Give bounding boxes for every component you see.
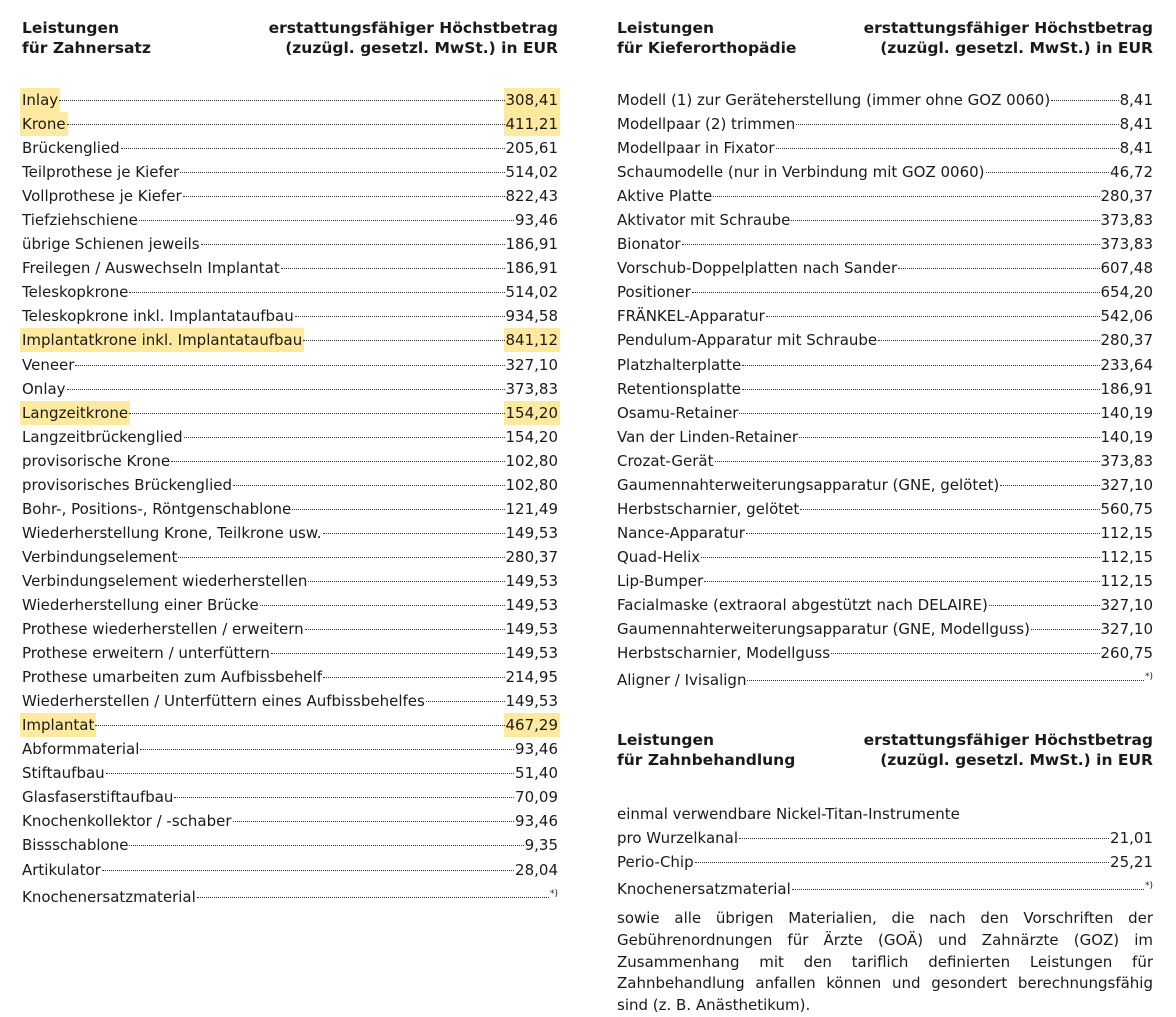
- item-amount: 186,91: [505, 259, 558, 278]
- price-row: [617, 377, 1153, 401]
- item-amount: 373,83: [1100, 451, 1153, 470]
- item-amount: 112,15: [1100, 571, 1153, 590]
- item-amount: 121,49: [505, 499, 558, 518]
- price-row: [617, 353, 1153, 377]
- item-label: provisorische Krone: [22, 451, 171, 470]
- item-label: Veneer: [22, 355, 75, 374]
- price-row: [617, 617, 1153, 641]
- item-amount: 654,20: [1100, 283, 1153, 302]
- price-row: [22, 617, 558, 641]
- item-label: Schaumodelle (nur in Verbindung mit GOZ 0060): [617, 163, 985, 182]
- item-label: Wiederherstellung einer Brücke: [22, 595, 259, 614]
- dot-leader: [260, 605, 505, 606]
- price-row: [617, 232, 1153, 256]
- price-row: [22, 328, 558, 352]
- header-label-2: für Kieferorthopädie: [617, 39, 797, 57]
- item-amount: 46,72: [1110, 163, 1153, 182]
- item-amount: 327,10: [1100, 620, 1153, 639]
- price-row: [617, 256, 1153, 280]
- dot-leader: [121, 148, 505, 149]
- item-amount: 205,61: [505, 139, 558, 158]
- dot-leader: [695, 862, 1109, 863]
- price-row: [22, 473, 558, 497]
- dot-leader: [742, 365, 1099, 366]
- header-label-2: für Zahnbehandlung: [617, 751, 796, 769]
- item-label: Knochenersatzmaterial: [617, 880, 791, 899]
- dot-leader: [766, 316, 1100, 317]
- dot-leader: [426, 701, 505, 702]
- dot-leader: [713, 196, 1099, 197]
- item-label: Langzeitbrückenglied: [22, 427, 183, 446]
- price-row: [22, 449, 558, 473]
- item-amount: 9,35: [524, 836, 558, 855]
- footnote-marker-text: *): [1144, 881, 1153, 892]
- dot-leader: [746, 533, 1100, 534]
- item-amount: 149,53: [505, 571, 558, 590]
- item-amount: 467,29: [504, 713, 561, 737]
- item-label: Nance-Apparatur: [617, 523, 745, 542]
- price-row: [22, 184, 558, 208]
- price-row: [22, 353, 558, 377]
- item-label: Herbstscharnier, Modellguss: [617, 644, 831, 663]
- item-label: pro Wurzelkanal: [617, 829, 739, 847]
- item-label: Platzhalterplatte: [617, 355, 742, 374]
- item-label: Vorschub-Doppelplatten nach Sander: [617, 259, 898, 278]
- item-label: Krone: [20, 112, 68, 136]
- item-label: Perio-Chip: [617, 853, 694, 872]
- price-row: [617, 826, 1153, 850]
- item-label: Teilprothese je Kiefer: [22, 163, 180, 182]
- price-row: [617, 473, 1153, 497]
- item-label: Bohr-, Positions-, Röntgenschablone: [22, 499, 292, 518]
- item-label: Stiftaufbau: [22, 764, 105, 783]
- price-list: [22, 88, 558, 906]
- footnote-marker-text: *): [549, 888, 558, 899]
- dot-leader: [75, 365, 504, 366]
- item-label: Teleskopkrone: [22, 283, 129, 302]
- item-amount: 214,95: [505, 668, 558, 687]
- price-row: [22, 833, 558, 857]
- item-amount: 280,37: [1100, 187, 1153, 206]
- price-row: [617, 304, 1153, 328]
- price-row: [617, 112, 1153, 136]
- item-label: Prothese erweitern / unterfüttern: [22, 644, 270, 663]
- item-amount: 542,06: [1100, 307, 1153, 326]
- item-label: Brückenglied: [22, 139, 120, 158]
- price-row: [617, 160, 1153, 184]
- dot-leader: [704, 581, 1099, 582]
- price-row: [617, 425, 1153, 449]
- item-amount: 154,20: [504, 401, 561, 425]
- item-amount: 280,37: [1100, 331, 1153, 350]
- item-label: Knochenkollektor / -schaber: [22, 812, 232, 831]
- header-label-1: Leistungen: [617, 19, 715, 37]
- item-label: Herbstscharnier, gelötet: [617, 499, 800, 518]
- item-label: Implantatkrone inkl. Implantataufbau: [20, 328, 304, 352]
- dot-leader: [308, 581, 504, 582]
- dot-leader: [129, 845, 523, 846]
- dot-leader: [739, 413, 1099, 414]
- item-amount: 327,10: [1100, 595, 1153, 614]
- dot-leader: [174, 797, 514, 798]
- item-label: Modellpaar (2) trimmen: [617, 115, 796, 134]
- dot-leader: [129, 292, 504, 293]
- header-amount-1: erstattungsfähiger Höchstbetrag: [268, 19, 558, 37]
- dot-leader: [692, 292, 1100, 293]
- item-label: Osamu-Retainer: [617, 403, 739, 422]
- item-label: Positioner: [617, 283, 691, 302]
- price-row: [22, 713, 558, 737]
- price-row: [22, 377, 558, 401]
- header-amount-2: (zuzügl. gesetzl. MwSt.) in EUR: [880, 39, 1153, 57]
- dot-leader: [715, 461, 1100, 462]
- price-row: [617, 641, 1153, 665]
- item-amount: 51,40: [515, 764, 558, 783]
- dot-leader: [178, 557, 504, 558]
- item-amount: 112,15: [1100, 547, 1153, 566]
- dot-leader: [800, 509, 1099, 510]
- price-row: [22, 809, 558, 833]
- item-amount: 8,41: [1119, 91, 1153, 109]
- item-label: Verbindungselement: [22, 547, 178, 566]
- item-amount: 411,21: [504, 112, 561, 136]
- item-amount: 93,46: [515, 812, 558, 831]
- dot-leader: [102, 870, 514, 871]
- item-label: Aktive Platte: [617, 187, 713, 206]
- dot-leader: [747, 680, 1144, 681]
- dot-leader: [878, 340, 1099, 341]
- dot-leader: [303, 340, 504, 341]
- zahnersatz-section: [22, 18, 558, 906]
- price-row: [617, 401, 1153, 425]
- item-amount: 93,46: [515, 211, 558, 230]
- price-row: [22, 208, 558, 232]
- item-amount: 149,53: [505, 595, 558, 614]
- dot-leader: [323, 533, 505, 534]
- item-amount: 514,02: [505, 283, 558, 302]
- header-amount-2: (zuzügl. gesetzl. MwSt.) in EUR: [880, 751, 1153, 769]
- item-label: Quad-Helix: [617, 547, 701, 566]
- item-label: Retentionsplatte: [617, 379, 742, 398]
- price-row: [617, 208, 1153, 232]
- dot-leader: [701, 557, 1099, 558]
- dot-leader: [295, 316, 505, 317]
- dot-leader: [271, 653, 505, 654]
- dot-leader: [742, 389, 1099, 390]
- item-amount: 149,53: [505, 620, 558, 639]
- dot-leader: [197, 897, 549, 898]
- price-row: [617, 184, 1153, 208]
- dot-leader: [986, 172, 1110, 173]
- intro-line: einmal verwendbare Nickel-Titan-Instrumente: [617, 805, 960, 823]
- item-amount: 327,10: [1100, 475, 1153, 494]
- item-label: Langzeitkrone: [20, 401, 130, 425]
- price-row: [22, 665, 558, 689]
- header-amount-1: erstattungsfähiger Höchstbetrag: [863, 19, 1153, 37]
- footnote-marker: [1145, 874, 1153, 901]
- dot-leader: [201, 244, 505, 245]
- header-amount-2: (zuzügl. gesetzl. MwSt.) in EUR: [285, 39, 558, 57]
- item-amount: 233,64: [1100, 355, 1153, 374]
- item-label: Crozat-Gerät: [617, 451, 714, 470]
- item-label: Modell (1) zur Geräteherstellung (immer ohne GOZ 0060): [617, 91, 1051, 109]
- item-label: FRÄNKEL-Apparatur: [617, 307, 765, 326]
- item-amount: 373,83: [505, 379, 558, 398]
- item-amount: 70,09: [515, 788, 558, 807]
- item-label: Wiederherstellen / Unterfüttern eines Aufbissbehelfes: [22, 692, 425, 711]
- dot-leader: [184, 437, 505, 438]
- price-row: [22, 545, 558, 569]
- item-amount: 21,01: [1110, 829, 1153, 847]
- price-row: [22, 689, 558, 713]
- price-row: [22, 160, 558, 184]
- price-row: [22, 425, 558, 449]
- price-row: [617, 280, 1153, 304]
- kieferorthopaedie-section: [617, 18, 1153, 689]
- section-header: [617, 730, 1153, 770]
- item-label: Prothese wiederherstellen / erweitern: [22, 620, 304, 639]
- item-label: Glasfaserstiftaufbau: [22, 788, 174, 807]
- dot-leader: [129, 413, 504, 414]
- item-label: Tiefziehschiene: [22, 211, 138, 230]
- footnote-marker: [550, 882, 558, 909]
- item-amount: 186,91: [505, 235, 558, 254]
- dot-leader: [1051, 100, 1118, 101]
- item-amount: 112,15: [1100, 523, 1153, 542]
- item-amount: 280,37: [505, 547, 558, 566]
- item-label: Implantat: [20, 713, 96, 737]
- item-label: Onlay: [22, 379, 66, 398]
- dot-leader: [281, 268, 505, 269]
- item-label: Gaumennahterweiterungsapparatur (GNE, Modellguss): [617, 620, 1030, 639]
- price-row: [22, 280, 558, 304]
- price-row: [617, 850, 1153, 874]
- price-row: [22, 497, 558, 521]
- item-label: Aligner / Ivisalign: [617, 671, 747, 690]
- item-label: Inlay: [20, 88, 60, 112]
- item-amount: 260,75: [1100, 644, 1153, 663]
- item-label: Bissschablone: [22, 836, 129, 855]
- price-row: [22, 232, 558, 256]
- price-row: [617, 449, 1153, 473]
- price-row: [22, 593, 558, 617]
- dot-leader: [233, 485, 505, 486]
- item-amount: 149,53: [505, 523, 558, 542]
- price-row: [22, 737, 558, 761]
- item-amount: 560,75: [1100, 499, 1153, 518]
- item-amount: 841,12: [504, 328, 561, 352]
- price-row: [22, 785, 558, 809]
- dot-leader: [183, 196, 505, 197]
- dot-leader: [95, 725, 504, 726]
- price-row: [617, 136, 1153, 160]
- item-label: Lip-Bumper: [617, 571, 704, 590]
- dot-leader: [776, 148, 1119, 149]
- dot-leader: [140, 749, 514, 750]
- item-amount: 149,53: [505, 692, 558, 711]
- dot-leader: [682, 244, 1100, 245]
- item-amount: 373,83: [1100, 235, 1153, 254]
- header-label-2: für Zahnersatz: [22, 39, 151, 57]
- dot-leader: [989, 605, 1100, 606]
- item-label: provisorisches Brückenglied: [22, 475, 232, 494]
- item-label: übrige Schienen jeweils: [22, 235, 200, 254]
- section-header: [617, 18, 1153, 58]
- item-label: Teleskopkrone inkl. Implantataufbau: [22, 307, 294, 326]
- dot-leader: [791, 220, 1099, 221]
- zahnbehandlung-section: [617, 730, 1153, 898]
- price-row: [22, 88, 558, 112]
- price-row: [22, 882, 558, 906]
- item-amount: 149,53: [505, 644, 558, 663]
- header-amount-1: erstattungsfähiger Höchstbetrag: [863, 731, 1153, 749]
- price-row: [22, 569, 558, 593]
- materials-note: sowie alle übrigen Materialien, die nach den Vorschriften der Gebührenordnungen für Ärzte (GOÄ) und Zahnärzte (GOZ) im Zusammenhang mit den tariflich definierten Leistungen für Zahnbehandlung anfallen können und gesondert berechnungsfähig sind (z. B. Anästhetikum).: [617, 909, 1153, 1015]
- item-label: Abformmaterial: [22, 740, 140, 759]
- item-label: Knochenersatzmaterial: [22, 887, 196, 906]
- item-amount: 93,46: [515, 740, 558, 759]
- item-amount: 8,41: [1119, 115, 1153, 134]
- item-label: Vollprothese je Kiefer: [22, 187, 182, 206]
- item-amount: 934,58: [505, 307, 558, 326]
- dot-leader: [171, 461, 504, 462]
- item-label: Aktivator mit Schraube: [617, 211, 791, 230]
- price-row: [617, 569, 1153, 593]
- price-row: [617, 328, 1153, 352]
- item-label: Freilegen / Auswechseln Implantat: [22, 259, 280, 278]
- dot-leader: [831, 653, 1099, 654]
- price-row: [617, 88, 1153, 112]
- item-label: Gaumennahterweiterungsapparatur (GNE, gelötet): [617, 475, 1000, 494]
- price-list: [617, 802, 1153, 898]
- item-label: Artikulator: [22, 860, 101, 879]
- header-label-1: Leistungen: [22, 19, 120, 37]
- price-row: [22, 112, 558, 136]
- price-row: [617, 545, 1153, 569]
- dot-leader: [796, 124, 1118, 125]
- price-row: [617, 874, 1153, 898]
- price-row: [617, 521, 1153, 545]
- item-amount: 308,41: [504, 88, 561, 112]
- dot-leader: [139, 220, 514, 221]
- item-amount: 28,04: [515, 860, 558, 879]
- item-label: Prothese umarbeiten zum Aufbissbehelf: [22, 668, 323, 687]
- item-label: Facialmaske (extraoral abgestützt nach DELAIRE): [617, 595, 988, 614]
- item-amount: 25,21: [1110, 853, 1153, 872]
- dot-leader: [292, 509, 504, 510]
- dot-leader: [233, 821, 515, 822]
- item-label: Bionator: [617, 235, 681, 254]
- section-header: [22, 18, 558, 58]
- price-row: [22, 401, 558, 425]
- item-amount: 140,19: [1100, 427, 1153, 446]
- footnote-marker-text: *): [1144, 672, 1153, 683]
- price-row: [22, 761, 558, 785]
- price-row: [22, 136, 558, 160]
- dot-leader: [1000, 485, 1099, 486]
- price-row: [22, 521, 558, 545]
- dot-leader: [106, 773, 514, 774]
- footnote-marker: [1145, 665, 1153, 692]
- price-row: [617, 497, 1153, 521]
- item-amount: 154,20: [505, 427, 558, 446]
- dot-leader: [1031, 629, 1100, 630]
- price-row: [617, 593, 1153, 617]
- price-items: [617, 826, 1153, 898]
- item-amount: 186,91: [1100, 379, 1153, 398]
- item-label: Verbindungselement wiederherstellen: [22, 571, 308, 590]
- dot-leader: [739, 838, 1109, 839]
- item-amount: 140,19: [1100, 403, 1153, 422]
- dot-leader: [898, 268, 1099, 269]
- price-row: [22, 641, 558, 665]
- price-list: [617, 88, 1153, 689]
- dot-leader: [67, 389, 505, 390]
- item-label: Van der Linden-Retainer: [617, 427, 799, 446]
- dot-leader: [323, 677, 504, 678]
- item-amount: 102,80: [505, 475, 558, 494]
- price-row: [22, 858, 558, 882]
- price-row: [22, 256, 558, 280]
- dot-leader: [799, 437, 1099, 438]
- header-label-1: Leistungen: [617, 731, 715, 749]
- price-row: [22, 304, 558, 328]
- item-label: Modellpaar in Fixator: [617, 139, 775, 158]
- dot-leader: [59, 100, 504, 101]
- item-amount: 607,48: [1100, 259, 1153, 278]
- item-amount: 514,02: [505, 163, 558, 182]
- item-amount: 822,43: [505, 187, 558, 206]
- dot-leader: [792, 889, 1144, 890]
- item-amount: 373,83: [1100, 211, 1153, 230]
- item-amount: 8,41: [1119, 139, 1153, 158]
- dot-leader: [180, 172, 504, 173]
- dot-leader: [67, 124, 505, 125]
- dot-leader: [305, 629, 505, 630]
- item-amount: 327,10: [505, 355, 558, 374]
- item-amount: 102,80: [505, 451, 558, 470]
- price-row: [617, 665, 1153, 689]
- item-label: Pendulum-Apparatur mit Schraube: [617, 331, 878, 350]
- item-label: Wiederherstellung Krone, Teilkrone usw.: [22, 523, 322, 542]
